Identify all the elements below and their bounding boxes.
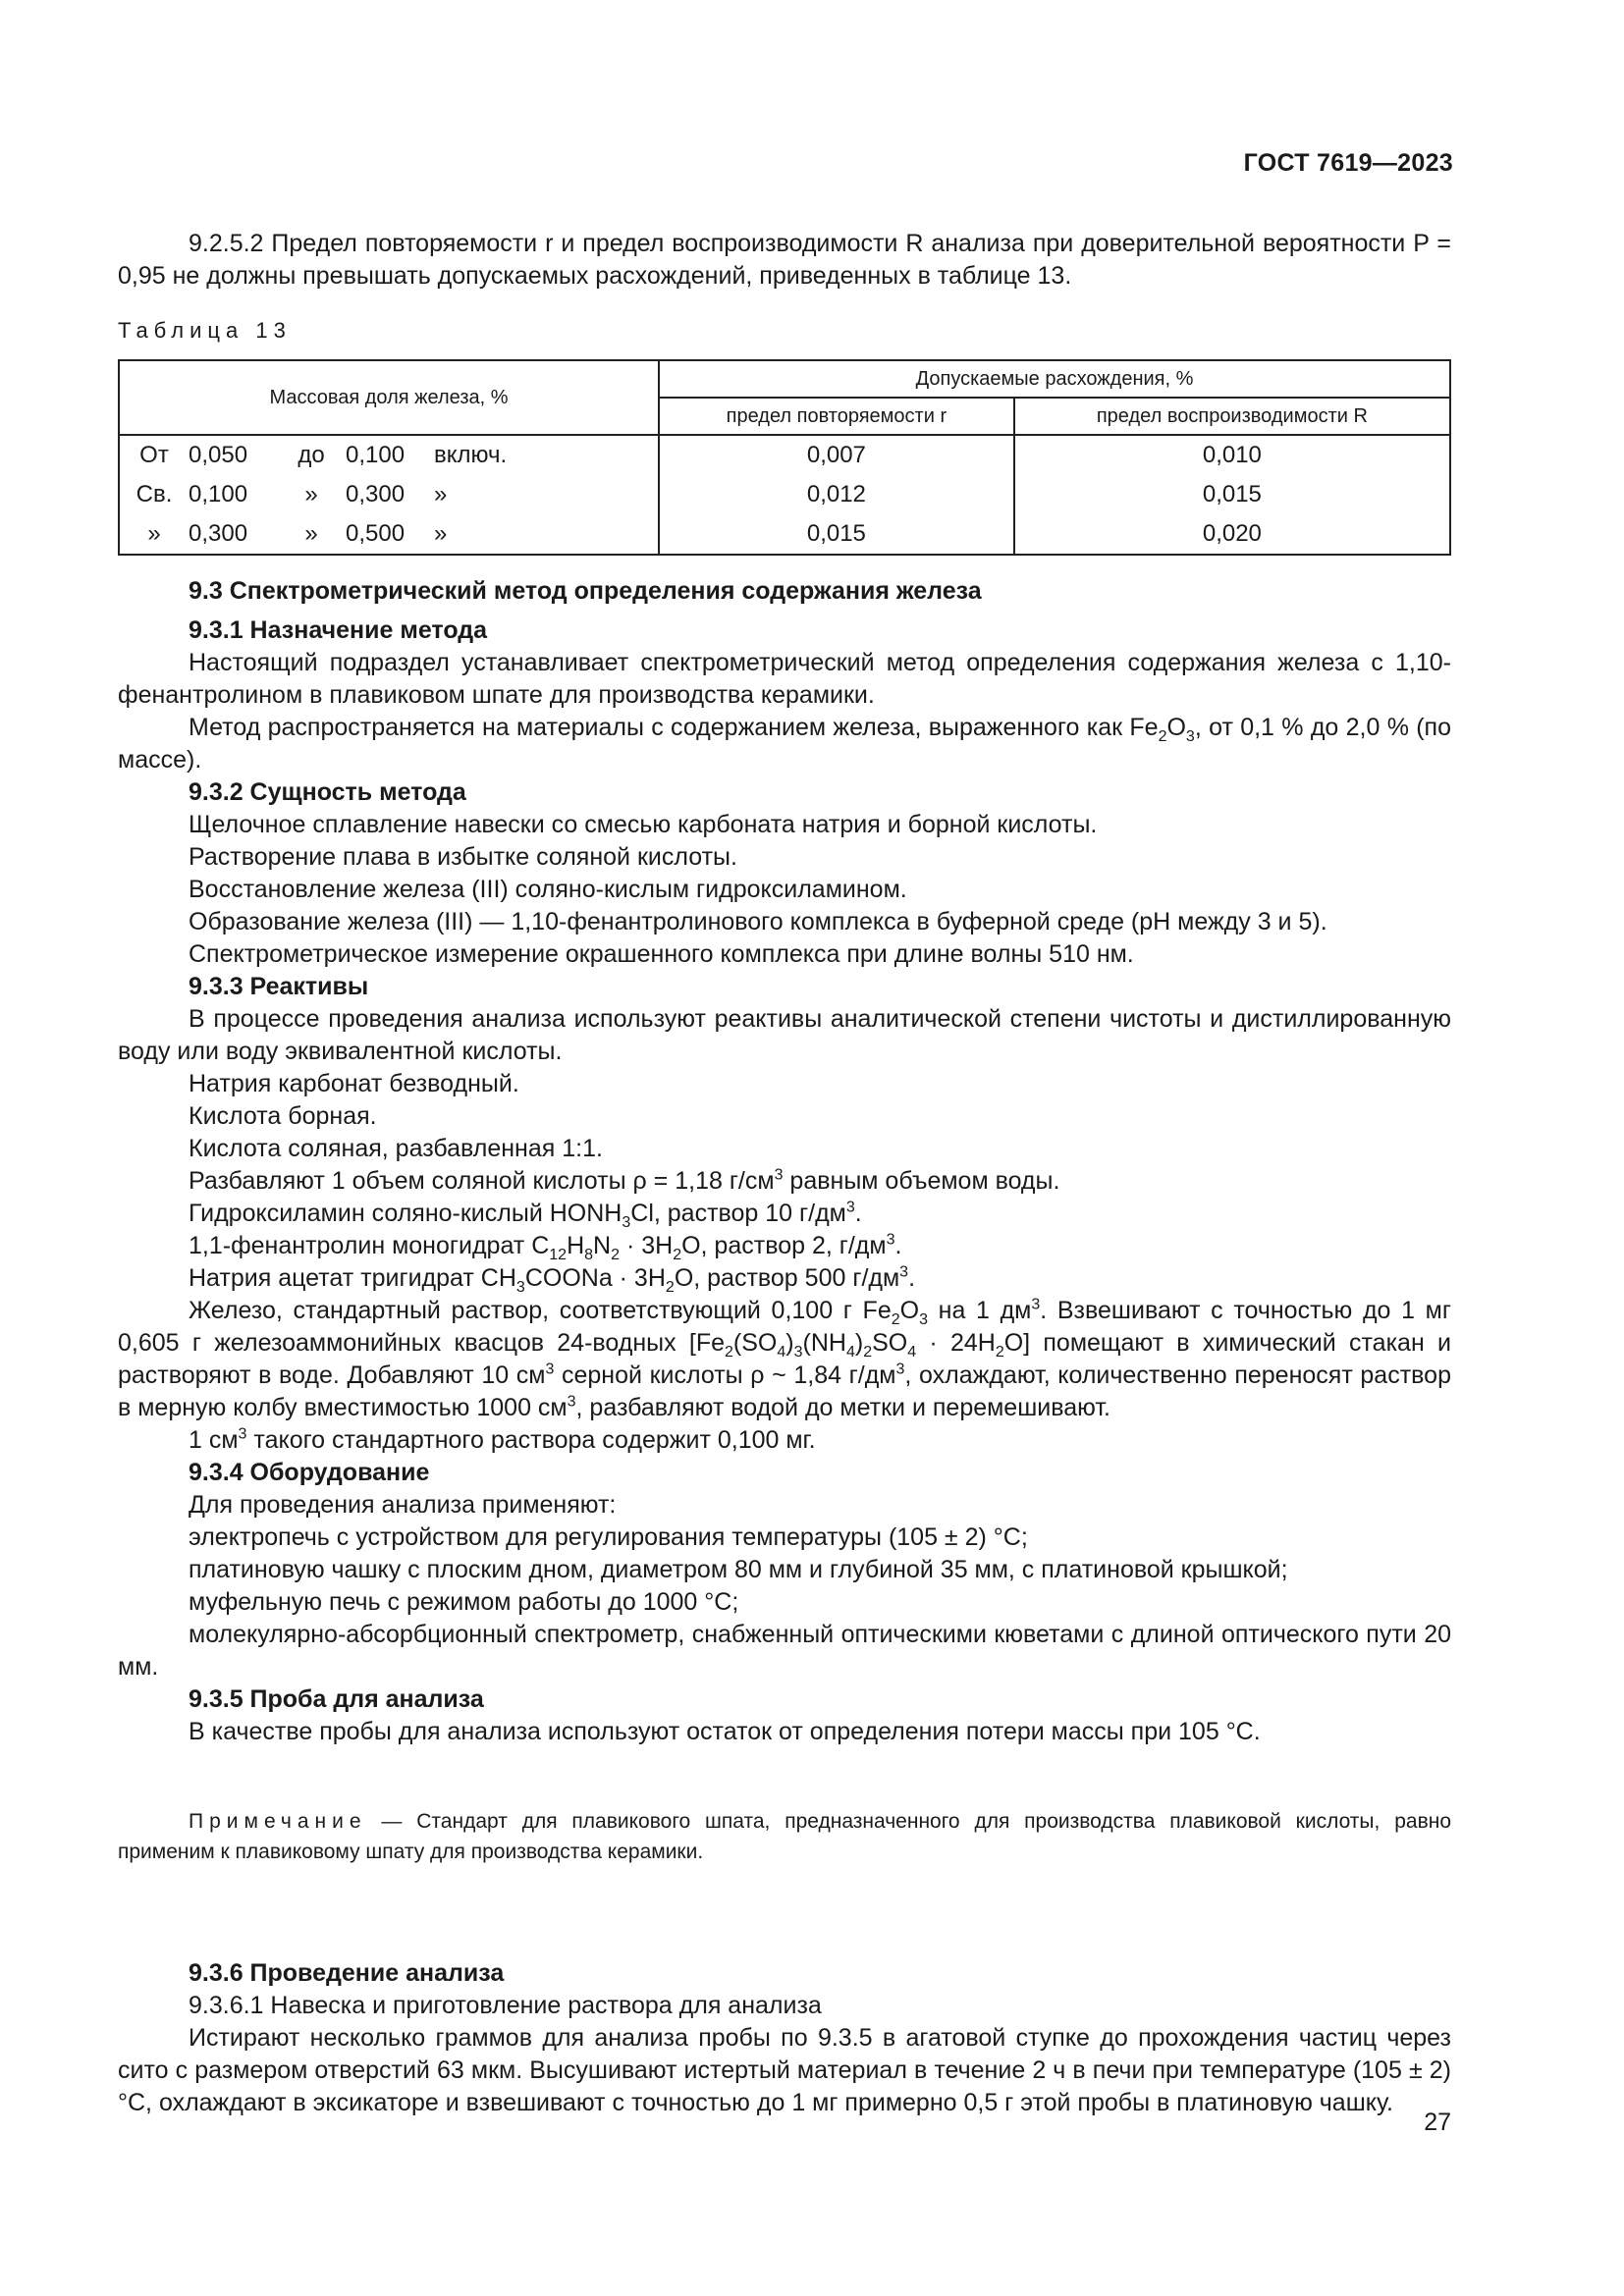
reagent-line: 1,1-фенантролин моногидрат $C_{12}H_8N_2 \cdot 3H_2O$, раствор 2, $г/дм^3$. xyxy=(189,1231,902,1263)
reproducibility-value: 0,010 xyxy=(1014,435,1450,475)
equipment-line: электропечь с устройством для регулирования температуры (105 ± 2) °C; xyxy=(189,1523,1028,1551)
principle-line: Образование железа (III) — 1,10-фенантролинового комплекса в буферной среде (pH между 3 и 5). xyxy=(189,908,1327,935)
repeatability-value: 0,007 xyxy=(659,435,1014,475)
section-title-9-3-6: 9.3.6 Проведение анализа xyxy=(189,1959,505,1987)
header-mass-fraction: Массовая доля железа, % xyxy=(119,360,659,435)
equipment-line: Для проведения анализа применяют: xyxy=(189,1491,617,1519)
repeatability-value: 0,012 xyxy=(659,475,1014,514)
intro-paragraph xyxy=(118,228,1451,293)
reagent-line: Кислота соляная, разбавленная 1:1. xyxy=(189,1135,603,1162)
paragraph-9-2-5-2: 9.2.5.2 Предел повторяемости r и предел воспроизводимости R анализа при доверительной вероятности P = 0,95 не должны превышать допускаемых расхождений, приведенных в таблице 13. xyxy=(118,230,1451,290)
principle-line: Растворение плава в избытке соляной кислоты. xyxy=(189,843,737,871)
equipment-line: молекулярно-абсорбционный спектрометр, снабженный оптическими кюветами с длиной оптического пути 20 мм. xyxy=(118,1621,1451,1681)
paragraph-9-3-1-scope: Метод распространяется на материалы с содержанием железа, выраженного как $Fe_2O_3$, от 0,1 % до 2,0 % (по массе). xyxy=(118,714,1451,774)
section-title-9-3-5: 9.3.5 Проба для анализа xyxy=(189,1685,484,1713)
section-title-9-3-6-1: 9.3.6.1 Навеска и приготовление раствора для анализа xyxy=(189,1992,822,2019)
paragraph-9-3-6-1: Истирают несколько граммов для анализа пробы по 9.3.5 в агатовой ступке до прохождения частиц через сито с размером отверстий 63 мкм. Высушивают истертый материал в течение 2 ч в печи при температуре (105 ± 2) °C, охлаждают в эксикаторе и взвешивают с точностью до 1 мг примерно 0,5 г этой пробы в платиновую чашку. xyxy=(118,2024,1451,2116)
reproducibility-value: 0,020 xyxy=(1014,514,1450,555)
section-title-9-3-4: 9.3.4 Оборудование xyxy=(189,1459,430,1486)
section-title-9-3-1: 9.3.1 Назначение метода xyxy=(189,616,488,644)
principle-line: Щелочное сплавление навески со смесью карбоната натрия и борной кислоты. xyxy=(189,811,1098,838)
reagent-line: 1 $см^3$ такого стандартного раствора содержит 0,100 мг. xyxy=(189,1425,816,1454)
table-header-row xyxy=(119,360,1450,398)
document-id: ГОСТ 7619—2023 xyxy=(1243,149,1453,177)
equipment-line: платиновую чашку с плоским дном, диаметром 80 мм и глубиной 35 мм, с платиновой крышкой; xyxy=(189,1556,1288,1583)
reagent-line: Разбавляют 1 объем соляной кислоты ρ = 1,18 $г/см^3$ равным объемом воды. xyxy=(189,1166,1060,1195)
table-row xyxy=(119,475,1450,514)
principle-line: Восстановление железа (III) соляно-кислым гидроксиламином. xyxy=(189,876,907,903)
reagents-intro: В процессе проведения анализа используют реактивы аналитической степени чистоты и дистиллированную воду или воду эквивалентной кислоты. xyxy=(118,1005,1451,1065)
table-row xyxy=(119,514,1450,555)
table-caption: Таблица 13 xyxy=(118,318,292,343)
mass-range-cell: » 0,300 » 0,500 » xyxy=(119,514,659,555)
reproducibility-value: 0,015 xyxy=(1014,475,1450,514)
mass-range-cell: Св. 0,100 » 0,300 » xyxy=(119,475,659,514)
section-title-9-3-2: 9.3.2 Сущность метода xyxy=(189,778,466,806)
section-title-9-3: 9.3 Спектрометрический метод определения содержания железа xyxy=(189,577,982,605)
table-row xyxy=(119,435,1450,475)
reagent-line: Гидроксиламин соляно-кислый $HONH_3Cl$, раствор 10 $г/дм^3$. xyxy=(189,1199,862,1231)
header-reproducibility: предел воспроизводимости R xyxy=(1014,398,1450,435)
note-label: Примечание xyxy=(189,1810,367,1833)
header-repeatability: предел повторяемости r xyxy=(659,398,1014,435)
header-allowed-diff: Допускаемые расхождения, % xyxy=(659,360,1450,398)
paragraph-9-3-1-purpose: Настоящий подраздел устанавливает спектрометрический метод определения содержания железа с 1,10-фенантролином в плавиковом шпате для производства керамики. xyxy=(118,649,1451,709)
reagent-line: Кислота борная. xyxy=(189,1102,377,1130)
section-9-3 xyxy=(118,575,1451,1748)
reagent-line: Натрия ацетат тригидрат $CH_3COONa \cdot 3H_2O$, раствор 500 $г/дм^3$. xyxy=(189,1263,916,1296)
principle-line: Спектрометрическое измерение окрашенного комплекса при длине волны 510 нм. xyxy=(189,940,1134,968)
mass-range-cell: От 0,050 до 0,100 включ. xyxy=(119,435,659,475)
note-paragraph: Примечание — Стандарт для плавикового шпата, предназначенного для производства плавиковой кислоты, равно применим к плавиковому шпату для производства керамики. xyxy=(118,1810,1451,1863)
sample-paragraph: В качестве пробы для анализа используют остаток от определения потери массы при 105 °C. xyxy=(189,1718,1261,1745)
iron-standard-paragraph: Железо, стандартный раствор, соответствующий 0,100 г $Fe_2O_3$ на 1 $дм^3$. Взвешивают с точностью до 1 мг 0,605 г железоаммонийных квасцов 24-водных $[Fe_2(SO_4)_3(NH_4)_2SO_4 \cdot 24H_2O]$ помещают в химический стакан и растворяют в воде. Добавляют 10 $см^3$ серной кислоты ρ ~ 1,84 $г/дм^3$, охлаждают, количественно переносят раствор в мерную колбу вместимостью 1000 $см^3$, разбавляют водой до метки и перемешивают. xyxy=(118,1296,1451,1421)
table-13 xyxy=(118,359,1451,556)
equipment-line: муфельную печь с режимом работы до 1000 °C; xyxy=(189,1588,739,1616)
section-title-9-3-3: 9.3.3 Реактивы xyxy=(189,973,369,1000)
reagent-line: Натрия карбонат безводный. xyxy=(189,1070,519,1097)
repeatability-value: 0,015 xyxy=(659,514,1014,555)
page-number: 27 xyxy=(1424,2109,1451,2136)
section-9-3-6 xyxy=(118,1957,1451,2119)
